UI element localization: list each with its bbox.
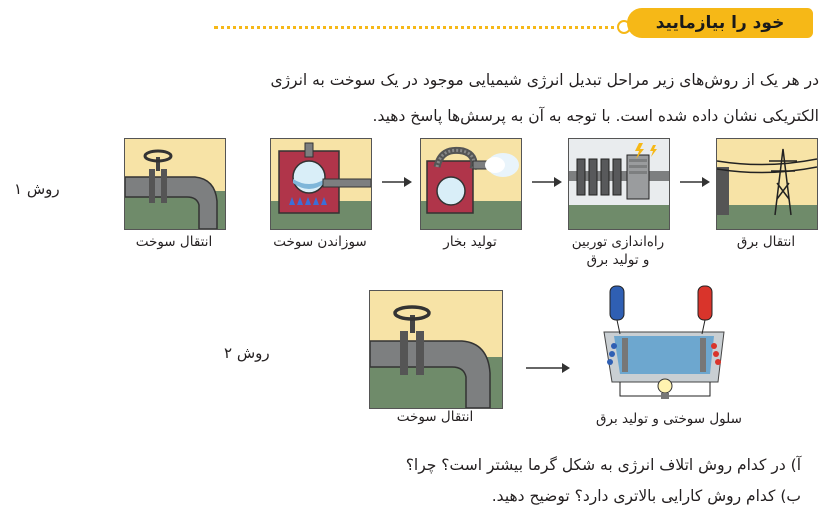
step-turbine-label-1: راه‌اندازی توربین bbox=[571, 234, 665, 250]
step2-fuel-transfer-label: انتقال سوخت bbox=[396, 409, 474, 425]
section-title: خود را بیازمایید bbox=[627, 8, 813, 38]
fuel-pipe-image-2 bbox=[369, 290, 503, 409]
burning-fuel-image bbox=[270, 138, 372, 230]
arrow-icon bbox=[382, 176, 412, 188]
question-a: آ) در کدام روش اتلاف انرژی به شکل گرما بیشتر است؟ چرا؟ bbox=[405, 456, 801, 474]
question-b: ب) کدام روش کارایی بالاتری دارد؟ توضیح دهید. bbox=[491, 487, 801, 505]
step-burning-label: سوزاندن سوخت bbox=[273, 234, 367, 250]
fuel-pipe-image-1 bbox=[124, 138, 226, 230]
power-tower-image bbox=[716, 138, 818, 230]
step-fuel-transfer-label: انتقال سوخت bbox=[135, 234, 213, 250]
turbine-image bbox=[568, 138, 670, 230]
method-2-label: روش ۲ bbox=[224, 344, 270, 362]
intro-line-1: در هر یک از روش‌های زیر مراحل تبدیل انرژی شیمیایی موجود در یک سوخت به انرژی bbox=[270, 71, 819, 89]
fuel-cell-image bbox=[590, 282, 740, 410]
arrow-icon bbox=[532, 176, 562, 188]
step2-fuel-cell-label: سلول سوختی و تولید برق bbox=[596, 411, 742, 427]
arrow-icon bbox=[526, 362, 570, 374]
arrow-icon bbox=[680, 176, 710, 188]
steam-production-image bbox=[420, 138, 522, 230]
intro-line-2: الکتریکی نشان داده شده است. با توجه به آن به پرسش‌ها پاسخ دهید. bbox=[372, 107, 819, 125]
step-power-transfer-label: انتقال برق bbox=[736, 234, 796, 250]
step-turbine-label-2: و تولید برق bbox=[586, 252, 650, 268]
step-steam-label: تولید بخار bbox=[443, 234, 497, 250]
header-dotted-line bbox=[214, 26, 622, 29]
method-1-label: روش ۱ bbox=[14, 180, 60, 198]
